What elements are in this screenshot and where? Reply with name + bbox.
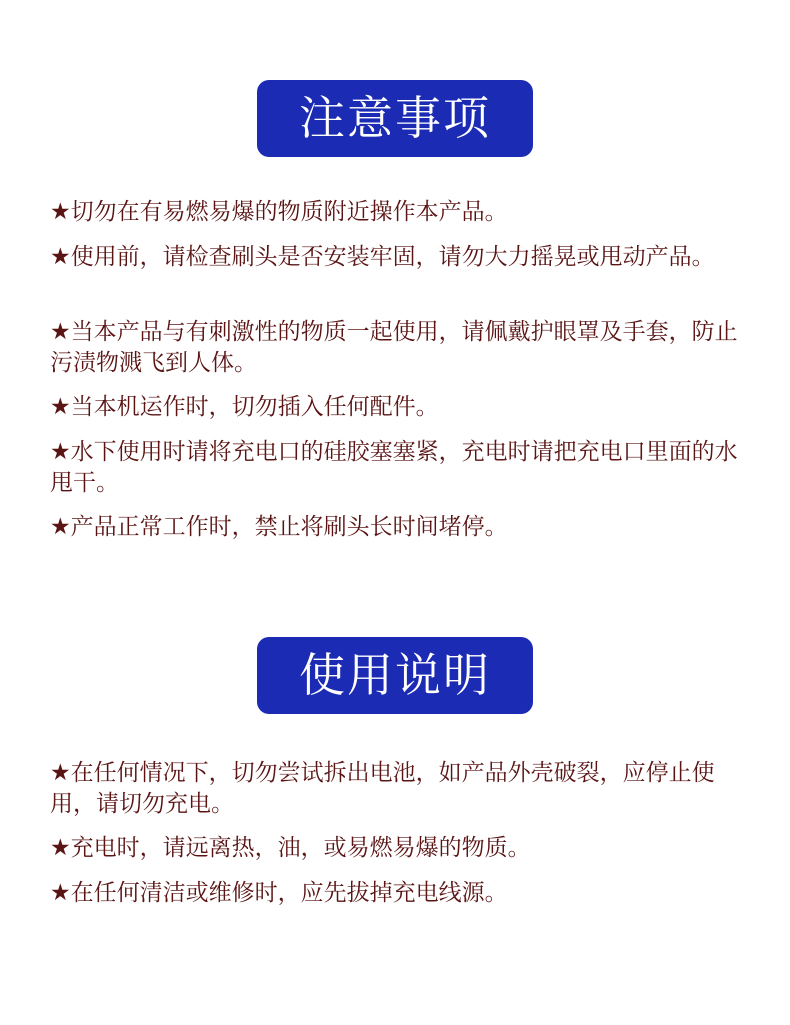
notice-item: ★当本机运作时，切勿插入任何配件。	[50, 394, 439, 420]
usage-title-badge	[257, 637, 533, 714]
usage-item: ★在任何情况下，切勿尝试拆出电池，如产品外壳破裂，应停止使用，请切勿充电。	[50, 760, 715, 817]
notice-item: ★水下使用时请将充电口的硅胶塞塞紧，充电时请把充电口里面的水甩干。	[50, 439, 738, 496]
notice-title: 注意事项	[299, 91, 491, 145]
usage-item: ★充电时，请远离热，油，或易燃易爆的物质。	[50, 835, 531, 861]
usage-title: 使用说明	[299, 648, 491, 702]
notice-item: ★使用前，请检查刷头是否安装牢固，请勿大力摇晃或甩动产品。	[50, 244, 715, 270]
usage-item: ★在任何清洁或维修时，应先拔掉充电线源。	[50, 880, 508, 906]
notice-item: ★产品正常工作时，禁止将刷头长时间堵停。	[50, 514, 508, 540]
notice-item: ★当本产品与有刺激性的物质一起使用，请佩戴护眼罩及手套，防止污渍物溅飞到人体。	[50, 319, 738, 376]
notice-title-badge	[257, 80, 533, 157]
notice-item: ★切勿在有易燃易爆的物质附近操作本产品。	[50, 199, 508, 225]
